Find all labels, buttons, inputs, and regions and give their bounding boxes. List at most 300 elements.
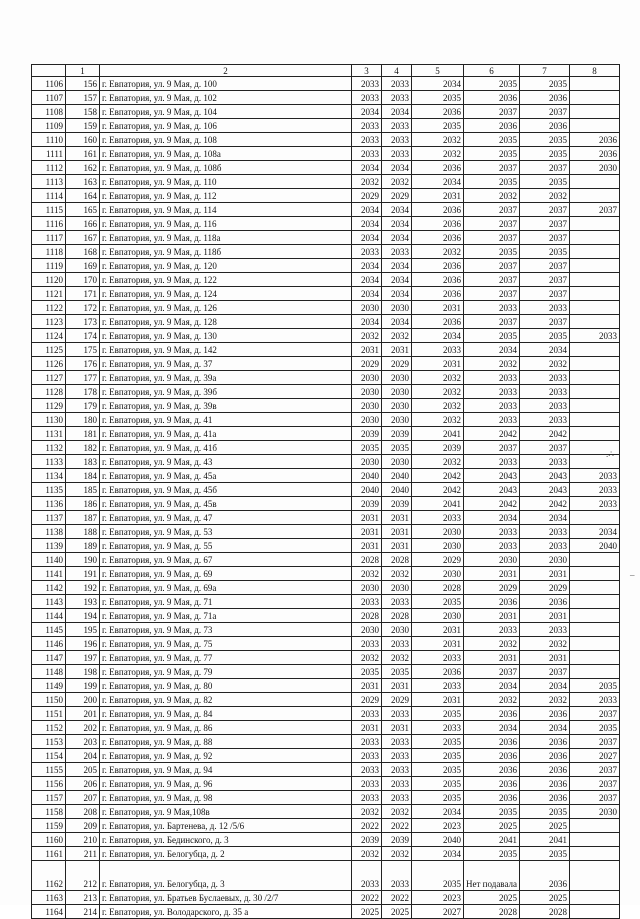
year-col-7: 2037 (520, 315, 570, 329)
year-col-7: 2032 (520, 357, 570, 371)
year-col-4: 2031 (382, 679, 412, 693)
year-col-8 (570, 231, 620, 245)
header-cell: 6 (464, 65, 520, 77)
year-col-8: 2040 (570, 539, 620, 553)
address-cell: г. Евпатория, ул. 9 Мая, д. 122 (100, 273, 352, 287)
address-cell: г. Евпатория, ул. 9 Мая, д. 118б (100, 245, 352, 259)
year-col-5: 2035 (412, 595, 464, 609)
year-col-3: 2031 (352, 679, 382, 693)
row-number: 1159 (32, 819, 66, 833)
row-number: 1109 (32, 119, 66, 133)
year-col-3: 2035 (352, 665, 382, 679)
year-col-4: 2030 (382, 399, 412, 413)
year-col-5: 2033 (412, 721, 464, 735)
year-col-6: 2035 (464, 77, 520, 91)
address-cell: г. Евпатория, ул. 9 Мая, д. 114 (100, 203, 352, 217)
row-number: 1157 (32, 791, 66, 805)
address-cell: г. Евпатория, ул. Белогубца, д. 3 (100, 861, 352, 891)
year-col-3: 2039 (352, 427, 382, 441)
year-col-6: 2031 (464, 567, 520, 581)
address-cell: г. Евпатория, ул. 9 Мая, д. 128 (100, 315, 352, 329)
year-col-7: 2033 (520, 525, 570, 539)
address-cell: г. Евпатория, ул. 9 Мая, д. 39а (100, 371, 352, 385)
item-number: 191 (66, 567, 100, 581)
year-col-7: 2036 (520, 595, 570, 609)
year-col-7: 2036 (520, 763, 570, 777)
address-cell: г. Евпатория, ул. 9 Мая, д. 39б (100, 385, 352, 399)
year-col-5: 2033 (412, 651, 464, 665)
address-cell: г. Евпатория, ул. 9 Мая, д. 69 (100, 567, 352, 581)
year-col-7: 2037 (520, 217, 570, 231)
item-number: 165 (66, 203, 100, 217)
year-col-7: 2031 (520, 651, 570, 665)
year-col-8: 2033 (570, 497, 620, 511)
item-number: 213 (66, 891, 100, 905)
year-col-4: 2032 (382, 847, 412, 861)
year-col-8 (570, 301, 620, 315)
row-number: 1123 (32, 315, 66, 329)
item-number: 212 (66, 861, 100, 891)
year-col-3: 2033 (352, 707, 382, 721)
row-number: 1148 (32, 665, 66, 679)
year-col-8: 2034 (570, 525, 620, 539)
year-col-5: 2032 (412, 245, 464, 259)
year-col-8 (570, 245, 620, 259)
year-col-5: 2036 (412, 287, 464, 301)
address-cell: г. Евпатория, ул. 9 Мая, д. 69а (100, 581, 352, 595)
year-col-6: 2035 (464, 847, 520, 861)
year-col-6: 2037 (464, 105, 520, 119)
year-col-4: 2035 (382, 441, 412, 455)
row-number: 1153 (32, 735, 66, 749)
year-col-6: 2035 (464, 805, 520, 819)
table-row (32, 441, 620, 455)
year-col-7: 2037 (520, 203, 570, 217)
year-col-8 (570, 105, 620, 119)
year-col-7: 2037 (520, 441, 570, 455)
row-number: 1141 (32, 567, 66, 581)
year-col-7: 2033 (520, 623, 570, 637)
year-col-8: 2037 (570, 735, 620, 749)
year-col-7: 2032 (520, 189, 570, 203)
table-row (32, 133, 620, 147)
year-col-6: 2037 (464, 231, 520, 245)
row-number: 1155 (32, 763, 66, 777)
address-cell: г. Евпатория, ул. 9 Мая, д. 41а (100, 427, 352, 441)
item-number: 170 (66, 273, 100, 287)
table-row (32, 721, 620, 735)
address-cell: г. Евпатория, ул. 9 Мая, д. 82 (100, 693, 352, 707)
year-col-3: 2032 (352, 805, 382, 819)
address-cell: г. Евпатория, ул. 9 Мая, д. 100 (100, 77, 352, 91)
year-col-3: 2034 (352, 315, 382, 329)
year-col-3: 2040 (352, 469, 382, 483)
address-cell: г. Евпатория, ул. 9 Мая, д. 71 (100, 595, 352, 609)
year-col-3: 2040 (352, 483, 382, 497)
year-col-8: 2035 (570, 721, 620, 735)
table-row (32, 259, 620, 273)
item-number: 205 (66, 763, 100, 777)
year-col-5: 2029 (412, 553, 464, 567)
item-number: 187 (66, 511, 100, 525)
item-number: 166 (66, 217, 100, 231)
item-number: 183 (66, 455, 100, 469)
address-cell: г. Евпатория, ул. Братьев Буслаевых, д. 30 /2/7 (100, 891, 352, 905)
item-number: 182 (66, 441, 100, 455)
year-col-3: 2022 (352, 819, 382, 833)
item-number: 186 (66, 497, 100, 511)
year-col-3: 2031 (352, 511, 382, 525)
table-row (32, 847, 620, 861)
table-row (32, 609, 620, 623)
year-col-5: 2036 (412, 259, 464, 273)
table-row (32, 805, 620, 819)
year-col-5: 2036 (412, 315, 464, 329)
year-col-8 (570, 91, 620, 105)
item-number: 214 (66, 905, 100, 919)
year-col-3: 2032 (352, 175, 382, 189)
year-col-7: 2036 (520, 735, 570, 749)
address-cell: г. Евпатория, ул. 9 Мая, д. 67 (100, 553, 352, 567)
row-number: 1125 (32, 343, 66, 357)
year-col-6: 2033 (464, 371, 520, 385)
address-cell: г. Евпатория, ул. 9 Мая, д. 86 (100, 721, 352, 735)
year-col-5: 2035 (412, 91, 464, 105)
year-col-3: 2039 (352, 833, 382, 847)
housing-register-table (31, 64, 620, 919)
item-number: 208 (66, 805, 100, 819)
year-col-5: 2032 (412, 385, 464, 399)
year-col-6: 2036 (464, 791, 520, 805)
address-cell: г. Евпатория, ул. 9 Мая, д. 41 (100, 413, 352, 427)
year-col-5: 2035 (412, 791, 464, 805)
header-cell: 7 (520, 65, 570, 77)
year-col-5: 2032 (412, 371, 464, 385)
year-col-6: 2043 (464, 469, 520, 483)
table-row (32, 693, 620, 707)
row-number: 1151 (32, 707, 66, 721)
year-col-7: 2037 (520, 273, 570, 287)
year-col-6: 2036 (464, 749, 520, 763)
year-col-8: 2035 (570, 679, 620, 693)
table-row (32, 819, 620, 833)
address-cell: г. Евпатория, ул. 9 Мая, д. 124 (100, 287, 352, 301)
item-number: 200 (66, 693, 100, 707)
table-row (32, 567, 620, 581)
year-col-5: 2027 (412, 905, 464, 919)
year-col-8 (570, 609, 620, 623)
item-number: 160 (66, 133, 100, 147)
year-col-3: 2033 (352, 763, 382, 777)
year-col-6: 2028 (464, 905, 520, 919)
year-col-8: 2033 (570, 693, 620, 707)
header-cell: 1 (66, 65, 100, 77)
year-col-7: 2036 (520, 91, 570, 105)
item-number: 211 (66, 847, 100, 861)
year-col-5: 2042 (412, 483, 464, 497)
year-col-8: 2033 (570, 469, 620, 483)
item-number: 158 (66, 105, 100, 119)
year-col-3: 2032 (352, 567, 382, 581)
year-col-6: 2034 (464, 343, 520, 357)
address-cell: г. Евпатория, ул. 9 Мая, д. 55 (100, 539, 352, 553)
year-col-6: 2036 (464, 91, 520, 105)
address-cell: г. Евпатория, ул. 9 Мая, д. 73 (100, 623, 352, 637)
year-col-4: 2033 (382, 133, 412, 147)
item-number: 178 (66, 385, 100, 399)
year-col-8: 2037 (570, 791, 620, 805)
row-number: 1130 (32, 413, 66, 427)
year-col-6: 2036 (464, 777, 520, 791)
year-col-4: 2032 (382, 805, 412, 819)
address-cell: г. Евпатория, ул. 9 Мая, д. 120 (100, 259, 352, 273)
row-number: 1107 (32, 91, 66, 105)
table-row (32, 595, 620, 609)
year-col-4: 2030 (382, 581, 412, 595)
year-col-6: 2036 (464, 735, 520, 749)
year-col-7: 2036 (520, 707, 570, 721)
year-col-4: 2039 (382, 497, 412, 511)
row-number: 1118 (32, 245, 66, 259)
year-col-6: 2037 (464, 287, 520, 301)
year-col-3: 2029 (352, 189, 382, 203)
year-col-8 (570, 427, 620, 441)
year-col-5: 2032 (412, 133, 464, 147)
year-col-6: 2033 (464, 301, 520, 315)
year-col-5: 2030 (412, 609, 464, 623)
year-col-7: 2028 (520, 905, 570, 919)
year-col-3: 2028 (352, 609, 382, 623)
year-col-6: 2030 (464, 553, 520, 567)
table-row (32, 273, 620, 287)
year-col-5: 2028 (412, 581, 464, 595)
year-col-6: 2037 (464, 441, 520, 455)
year-col-8 (570, 833, 620, 847)
address-cell: г. Евпатория, ул. 9 Мая, д. 47 (100, 511, 352, 525)
row-number: 1114 (32, 189, 66, 203)
row-number: 1142 (32, 581, 66, 595)
year-col-8: 2033 (570, 483, 620, 497)
address-cell: г. Евпатория, ул. 9 Мая, д. 45а (100, 469, 352, 483)
table-row (32, 763, 620, 777)
year-col-8 (570, 413, 620, 427)
table-row (32, 833, 620, 847)
year-col-4: 2032 (382, 651, 412, 665)
year-col-8 (570, 847, 620, 861)
year-col-4: 2033 (382, 749, 412, 763)
table-row (32, 553, 620, 567)
year-col-4: 2033 (382, 861, 412, 891)
year-col-3: 2039 (352, 497, 382, 511)
year-col-5: 2035 (412, 119, 464, 133)
year-col-4: 2030 (382, 455, 412, 469)
year-col-4: 2033 (382, 763, 412, 777)
row-number: 1136 (32, 497, 66, 511)
year-col-5: 2034 (412, 77, 464, 91)
address-cell: г. Евпатория, ул. Белогубца, д. 2 (100, 847, 352, 861)
year-col-3: 2029 (352, 693, 382, 707)
table-row (32, 231, 620, 245)
year-col-8: 2037 (570, 707, 620, 721)
address-cell: г. Евпатория, ул. Володарского, д. 35 а (100, 905, 352, 919)
year-col-4: 2033 (382, 595, 412, 609)
year-col-6: 2025 (464, 891, 520, 905)
year-col-4: 2034 (382, 217, 412, 231)
year-col-8 (570, 259, 620, 273)
year-col-4: 2033 (382, 791, 412, 805)
address-cell: г. Евпатория, ул. 9 Мая, д. 98 (100, 791, 352, 805)
year-col-4: 2034 (382, 315, 412, 329)
year-col-3: 2034 (352, 273, 382, 287)
year-col-6: 2036 (464, 595, 520, 609)
year-col-3: 2033 (352, 245, 382, 259)
item-number: 207 (66, 791, 100, 805)
year-col-7: 2036 (520, 861, 570, 891)
year-col-5: 2031 (412, 301, 464, 315)
year-col-7: 2029 (520, 581, 570, 595)
year-col-7: 2043 (520, 483, 570, 497)
header-cell: 3 (352, 65, 382, 77)
row-number: 1146 (32, 637, 66, 651)
year-col-3: 2030 (352, 385, 382, 399)
table-row (32, 651, 620, 665)
year-col-3: 2031 (352, 343, 382, 357)
table-row (32, 301, 620, 315)
year-col-8 (570, 511, 620, 525)
year-col-7: 2030 (520, 553, 570, 567)
table-row (32, 861, 620, 891)
address-cell: г. Евпатория, ул. 9 Мая, д. 77 (100, 651, 352, 665)
year-col-7: 2033 (520, 413, 570, 427)
row-number: 1128 (32, 385, 66, 399)
year-col-5: 2032 (412, 147, 464, 161)
item-number: 201 (66, 707, 100, 721)
year-col-3: 2035 (352, 441, 382, 455)
year-col-8 (570, 343, 620, 357)
year-col-4: 2028 (382, 553, 412, 567)
year-col-8 (570, 189, 620, 203)
year-col-4: 2031 (382, 721, 412, 735)
address-cell: г. Евпатория, ул. 9 Мая, д. 104 (100, 105, 352, 119)
row-number: 1154 (32, 749, 66, 763)
item-number: 188 (66, 525, 100, 539)
address-cell: г. Евпатория, ул. 9 Мая, д. 80 (100, 679, 352, 693)
address-cell: г. Евпатория, ул. 9 Мая, д. 142 (100, 343, 352, 357)
item-number: 195 (66, 623, 100, 637)
row-number: 1120 (32, 273, 66, 287)
address-cell: г. Евпатория, ул. 9 Мая, д. 39в (100, 399, 352, 413)
year-col-7: 2035 (520, 245, 570, 259)
year-col-7: 2036 (520, 749, 570, 763)
year-col-6: Нет подавала (464, 861, 520, 891)
year-col-3: 2033 (352, 595, 382, 609)
row-number: 1132 (32, 441, 66, 455)
address-cell: г. Евпатория, ул. 9 Мая, д. 37 (100, 357, 352, 371)
year-col-6: 2037 (464, 315, 520, 329)
year-col-5: 2030 (412, 567, 464, 581)
item-number: 157 (66, 91, 100, 105)
year-col-8 (570, 651, 620, 665)
item-number: 189 (66, 539, 100, 553)
margin-scribble: .∴ (606, 449, 614, 459)
year-col-7: 2035 (520, 133, 570, 147)
year-col-7: 2037 (520, 259, 570, 273)
year-col-4: 2034 (382, 105, 412, 119)
year-col-3: 2033 (352, 77, 382, 91)
table-row (32, 791, 620, 805)
year-col-7: 2036 (520, 791, 570, 805)
item-number: 174 (66, 329, 100, 343)
year-col-5: 2035 (412, 735, 464, 749)
address-cell: г. Евпатория, ул. Бартенева, д. 12 /5/6 (100, 819, 352, 833)
year-col-8: 2037 (570, 763, 620, 777)
item-number: 210 (66, 833, 100, 847)
year-col-6: 2033 (464, 623, 520, 637)
header-cell: 8 (570, 65, 620, 77)
year-col-6: 2035 (464, 147, 520, 161)
year-col-4: 2031 (382, 525, 412, 539)
year-col-5: 2033 (412, 511, 464, 525)
item-number: 159 (66, 119, 100, 133)
year-col-4: 2032 (382, 175, 412, 189)
year-col-3: 2030 (352, 623, 382, 637)
year-col-8: 2036 (570, 133, 620, 147)
year-col-3: 2022 (352, 891, 382, 905)
year-col-8: 2036 (570, 147, 620, 161)
year-col-7: 2042 (520, 497, 570, 511)
year-col-6: 2037 (464, 203, 520, 217)
address-cell: г. Евпатория, ул. 9 Мая,108в (100, 805, 352, 819)
year-col-6: 2037 (464, 259, 520, 273)
year-col-4: 2032 (382, 567, 412, 581)
year-col-8 (570, 567, 620, 581)
year-col-7: 2034 (520, 721, 570, 735)
row-number: 1164 (32, 905, 66, 919)
year-col-6: 2033 (464, 385, 520, 399)
table-row (32, 777, 620, 791)
year-col-7: 2035 (520, 329, 570, 343)
year-col-4: 2030 (382, 623, 412, 637)
table-row (32, 329, 620, 343)
year-col-6: 2034 (464, 721, 520, 735)
year-col-3: 2034 (352, 231, 382, 245)
year-col-8: 2037 (570, 777, 620, 791)
year-col-7: 2037 (520, 665, 570, 679)
year-col-4: 2031 (382, 511, 412, 525)
row-number: 1161 (32, 847, 66, 861)
year-col-4: 2034 (382, 259, 412, 273)
year-col-6: 2034 (464, 679, 520, 693)
item-number: 177 (66, 371, 100, 385)
table-row (32, 455, 620, 469)
item-number: 156 (66, 77, 100, 91)
address-cell: г. Евпатория, ул. 9 Мая, д. 88 (100, 735, 352, 749)
year-col-6: 2035 (464, 245, 520, 259)
year-col-3: 2034 (352, 161, 382, 175)
row-number: 1111 (32, 147, 66, 161)
year-col-4: 2034 (382, 203, 412, 217)
year-col-6: 2042 (464, 427, 520, 441)
year-col-4: 2022 (382, 819, 412, 833)
address-cell: г. Евпатория, ул. 9 Мая, д. 108 (100, 133, 352, 147)
year-col-5: 2034 (412, 805, 464, 819)
row-number: 1124 (32, 329, 66, 343)
year-col-7: 2037 (520, 287, 570, 301)
year-col-8: 2030 (570, 161, 620, 175)
year-col-6: 2034 (464, 511, 520, 525)
year-col-4: 2029 (382, 693, 412, 707)
year-col-7: 2043 (520, 469, 570, 483)
